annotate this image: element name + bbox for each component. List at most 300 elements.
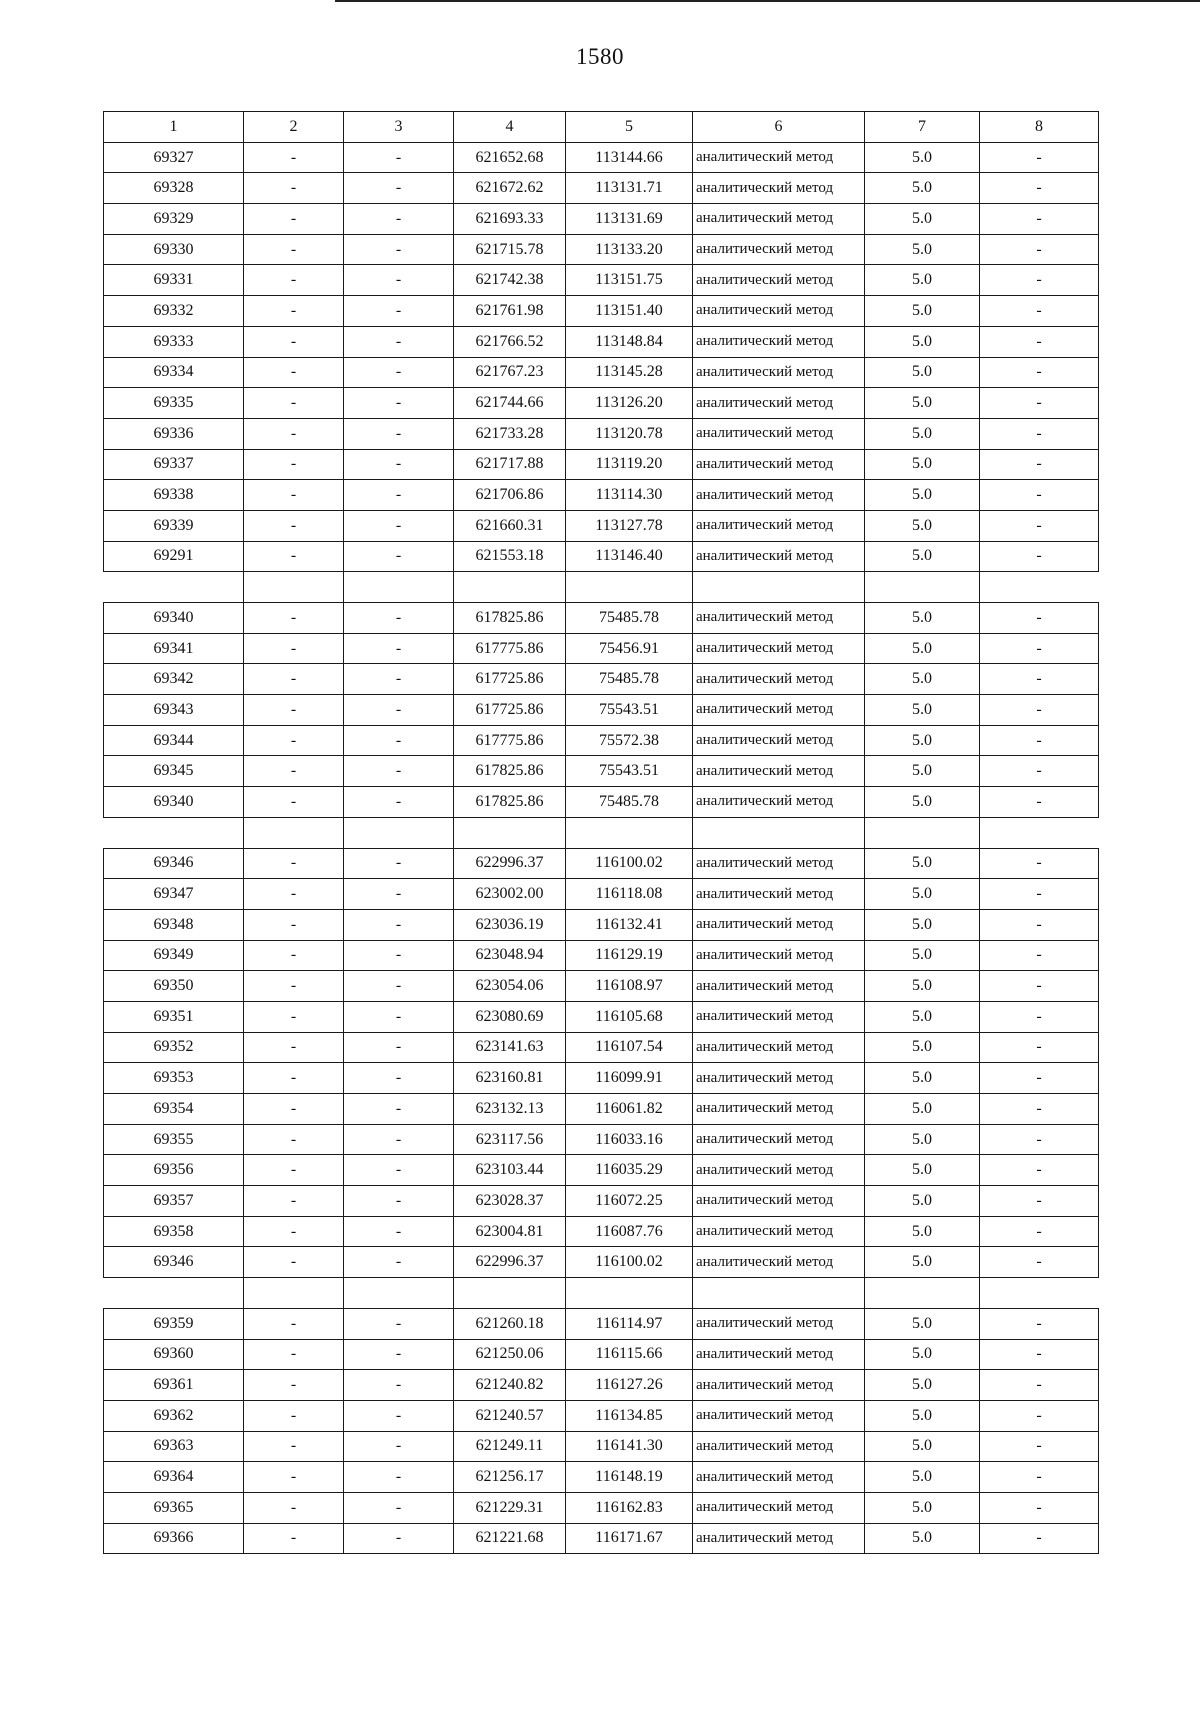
table-cell-col-6: аналитический метод <box>693 1186 865 1217</box>
table-cell-col-3: - <box>344 357 454 388</box>
table-cell-col-8: - <box>980 204 1099 235</box>
table-cell-col-1: 69362 <box>104 1400 244 1431</box>
table-cell-col-3: - <box>344 1308 454 1339</box>
table-cell-col-3: - <box>344 664 454 695</box>
table-cell-col-7: 5.0 <box>865 1063 980 1094</box>
table-cell-col-2: - <box>244 326 344 357</box>
table-row <box>104 664 1099 695</box>
table-cell-col-5: 116035.29 <box>566 1155 693 1186</box>
separator-cell <box>344 572 454 603</box>
table-cell-col-4: 621660.31 <box>454 510 566 541</box>
table-cell-col-6: аналитический метод <box>693 940 865 971</box>
table-cell-col-2: - <box>244 357 344 388</box>
table-cell-col-6: аналитический метод <box>693 1094 865 1125</box>
table-cell-col-3: - <box>344 1523 454 1554</box>
separator-cell <box>244 572 344 603</box>
table-cell-col-8: - <box>980 510 1099 541</box>
table-cell-col-3: - <box>344 1155 454 1186</box>
table-cell-col-1: 69335 <box>104 388 244 419</box>
table-cell-col-7: 5.0 <box>865 388 980 419</box>
table-cell-col-8: - <box>980 1216 1099 1247</box>
table-cell-col-2: - <box>244 234 344 265</box>
top-rule <box>335 0 1200 2</box>
table-cell-col-8: - <box>980 695 1099 726</box>
table-cell-col-4: 621672.62 <box>454 173 566 204</box>
table-cell-col-7: 5.0 <box>865 1247 980 1278</box>
table-cell-col-1: 69330 <box>104 234 244 265</box>
table-cell-col-5: 113151.75 <box>566 265 693 296</box>
table-cell-col-6: аналитический метод <box>693 1462 865 1493</box>
table-cell-col-6: аналитический метод <box>693 510 865 541</box>
table-cell-col-2: - <box>244 1523 344 1554</box>
table-cell-col-5: 75456.91 <box>566 633 693 664</box>
coordinates-table <box>103 111 1099 1554</box>
table-cell-col-3: - <box>344 234 454 265</box>
separator-cell <box>865 817 980 848</box>
table-cell-col-2: - <box>244 787 344 818</box>
table-cell-col-7: 5.0 <box>865 326 980 357</box>
table-cell-col-8: - <box>980 1370 1099 1401</box>
group-separator-row <box>104 817 1099 848</box>
table-cell-col-2: - <box>244 1431 344 1462</box>
table-cell-col-1: 69343 <box>104 695 244 726</box>
table-cell-col-1: 69346 <box>104 848 244 879</box>
table-cell-col-3: - <box>344 1186 454 1217</box>
table-cell-col-1: 69342 <box>104 664 244 695</box>
table-cell-col-3: - <box>344 1462 454 1493</box>
table-cell-col-5: 113131.71 <box>566 173 693 204</box>
group-separator-row <box>104 1278 1099 1309</box>
table-cell-col-5: 116072.25 <box>566 1186 693 1217</box>
table-cell-col-1: 69361 <box>104 1370 244 1401</box>
table-cell-col-2: - <box>244 664 344 695</box>
separator-cell <box>980 817 1099 848</box>
table-cell-col-8: - <box>980 1063 1099 1094</box>
table-cell-col-1: 69344 <box>104 725 244 756</box>
table-cell-col-4: 621717.88 <box>454 449 566 480</box>
table-cell-col-8: - <box>980 1032 1099 1063</box>
table-cell-col-5: 75543.51 <box>566 756 693 787</box>
table-cell-col-3: - <box>344 909 454 940</box>
table-cell-col-8: - <box>980 633 1099 664</box>
table-cell-col-2: - <box>244 909 344 940</box>
header-row <box>104 112 1099 143</box>
table-cell-col-7: 5.0 <box>865 909 980 940</box>
table-cell-col-8: - <box>980 1186 1099 1217</box>
table-cell-col-4: 617725.86 <box>454 695 566 726</box>
table-row <box>104 388 1099 419</box>
table-cell-col-6: аналитический метод <box>693 1155 865 1186</box>
table-cell-col-1: 69353 <box>104 1063 244 1094</box>
table-cell-col-2: - <box>244 848 344 879</box>
table-cell-col-1: 69349 <box>104 940 244 971</box>
separator-cell <box>865 1278 980 1309</box>
table-cell-col-2: - <box>244 725 344 756</box>
separator-cell <box>566 1278 693 1309</box>
table-cell-col-5: 116114.97 <box>566 1308 693 1339</box>
table-cell-col-4: 623004.81 <box>454 1216 566 1247</box>
table-cell-col-6: аналитический метод <box>693 633 865 664</box>
table-cell-col-8: - <box>980 1523 1099 1554</box>
table-cell-col-4: 621715.78 <box>454 234 566 265</box>
table-cell-col-2: - <box>244 1124 344 1155</box>
table-cell-col-4: 621733.28 <box>454 418 566 449</box>
table-cell-col-4: 621256.17 <box>454 1462 566 1493</box>
table-cell-col-3: - <box>344 541 454 572</box>
table-cell-col-3: - <box>344 695 454 726</box>
table-cell-col-8: - <box>980 541 1099 572</box>
table-row <box>104 633 1099 664</box>
table-cell-col-7: 5.0 <box>865 633 980 664</box>
table-cell-col-7: 5.0 <box>865 204 980 235</box>
table-cell-col-6: аналитический метод <box>693 1492 865 1523</box>
table-cell-col-4: 617825.86 <box>454 787 566 818</box>
table-cell-col-3: - <box>344 1216 454 1247</box>
table-cell-col-7: 5.0 <box>865 664 980 695</box>
table-cell-col-1: 69333 <box>104 326 244 357</box>
table-cell-col-8: - <box>980 940 1099 971</box>
table-cell-col-4: 621761.98 <box>454 296 566 327</box>
table-cell-col-2: - <box>244 756 344 787</box>
table-cell-col-6: аналитический метод <box>693 418 865 449</box>
page-number: 1580 <box>576 44 624 69</box>
table-cell-col-5: 113126.20 <box>566 388 693 419</box>
table-cell-col-2: - <box>244 480 344 511</box>
table-cell-col-1: 69345 <box>104 756 244 787</box>
table-cell-col-3: - <box>344 1370 454 1401</box>
separator-cell <box>980 1278 1099 1309</box>
table-row <box>104 1492 1099 1523</box>
table-cell-col-6: аналитический метод <box>693 541 865 572</box>
table-cell-col-6: аналитический метод <box>693 695 865 726</box>
table-cell-col-6: аналитический метод <box>693 388 865 419</box>
table-cell-col-2: - <box>244 603 344 634</box>
table-cell-col-4: 621553.18 <box>454 541 566 572</box>
separator-cell <box>344 817 454 848</box>
table-cell-col-4: 621250.06 <box>454 1339 566 1370</box>
separator-cell <box>865 572 980 603</box>
table-row <box>104 204 1099 235</box>
table-cell-col-4: 621260.18 <box>454 1308 566 1339</box>
table-cell-col-1: 69358 <box>104 1216 244 1247</box>
table-cell-col-4: 621706.86 <box>454 480 566 511</box>
table-cell-col-5: 75485.78 <box>566 603 693 634</box>
separator-cell <box>454 572 566 603</box>
table-row <box>104 1216 1099 1247</box>
table-cell-col-3: - <box>344 510 454 541</box>
table-cell-col-4: 621229.31 <box>454 1492 566 1523</box>
table-row <box>104 971 1099 1002</box>
header-cell: 5 <box>566 112 693 143</box>
header-cell: 2 <box>244 112 344 143</box>
table-cell-col-1: 69350 <box>104 971 244 1002</box>
table-cell-col-7: 5.0 <box>865 1001 980 1032</box>
table-cell-col-1: 69327 <box>104 142 244 173</box>
table-cell-col-7: 5.0 <box>865 234 980 265</box>
table-row <box>104 1063 1099 1094</box>
table-cell-col-6: аналитический метод <box>693 664 865 695</box>
table-cell-col-1: 69337 <box>104 449 244 480</box>
table-cell-col-8: - <box>980 1155 1099 1186</box>
table-cell-col-3: - <box>344 1124 454 1155</box>
table-cell-col-4: 623103.44 <box>454 1155 566 1186</box>
table-row <box>104 909 1099 940</box>
table-cell-col-7: 5.0 <box>865 940 980 971</box>
table-cell-col-3: - <box>344 418 454 449</box>
table-cell-col-3: - <box>344 633 454 664</box>
header-cell: 4 <box>454 112 566 143</box>
table-row <box>104 1462 1099 1493</box>
table-row <box>104 1339 1099 1370</box>
table-cell-col-4: 621240.82 <box>454 1370 566 1401</box>
table-cell-col-8: - <box>980 1492 1099 1523</box>
table-cell-col-8: - <box>980 1431 1099 1462</box>
table-cell-col-4: 621744.66 <box>454 388 566 419</box>
table-cell-col-4: 623160.81 <box>454 1063 566 1094</box>
table-cell-col-1: 69329 <box>104 204 244 235</box>
table-cell-col-7: 5.0 <box>865 1032 980 1063</box>
table-cell-col-7: 5.0 <box>865 1308 980 1339</box>
table-cell-col-5: 113151.40 <box>566 296 693 327</box>
table-cell-col-8: - <box>980 173 1099 204</box>
table-cell-col-1: 69332 <box>104 296 244 327</box>
table-cell-col-3: - <box>344 787 454 818</box>
table-cell-col-6: аналитический метод <box>693 234 865 265</box>
table-row <box>104 418 1099 449</box>
table-cell-col-8: - <box>980 1308 1099 1339</box>
table-cell-col-2: - <box>244 1063 344 1094</box>
table-cell-col-5: 116129.19 <box>566 940 693 971</box>
header-cell: 6 <box>693 112 865 143</box>
separator-cell <box>454 817 566 848</box>
table-cell-col-3: - <box>344 879 454 910</box>
table-cell-col-5: 113127.78 <box>566 510 693 541</box>
table-cell-col-5: 116033.16 <box>566 1124 693 1155</box>
table-cell-col-1: 69348 <box>104 909 244 940</box>
table-cell-col-4: 622996.37 <box>454 1247 566 1278</box>
table-cell-col-8: - <box>980 1247 1099 1278</box>
header-cell: 3 <box>344 112 454 143</box>
table-cell-col-4: 621240.57 <box>454 1400 566 1431</box>
coordinates-table-container <box>103 111 1098 1554</box>
table-cell-col-5: 75543.51 <box>566 695 693 726</box>
separator-cell <box>104 1278 244 1309</box>
separator-cell <box>244 1278 344 1309</box>
table-cell-col-5: 113133.20 <box>566 234 693 265</box>
table-cell-col-4: 623002.00 <box>454 879 566 910</box>
table-cell-col-1: 69363 <box>104 1431 244 1462</box>
separator-cell <box>693 817 865 848</box>
table-row <box>104 1186 1099 1217</box>
table-cell-col-1: 69328 <box>104 173 244 204</box>
table-cell-col-3: - <box>344 142 454 173</box>
separator-cell <box>566 572 693 603</box>
table-cell-col-7: 5.0 <box>865 1523 980 1554</box>
table-cell-col-5: 116141.30 <box>566 1431 693 1462</box>
table-cell-col-7: 5.0 <box>865 357 980 388</box>
table-cell-col-8: - <box>980 142 1099 173</box>
table-cell-col-5: 116148.19 <box>566 1462 693 1493</box>
separator-cell <box>244 817 344 848</box>
table-cell-col-3: - <box>344 1063 454 1094</box>
table-cell-col-3: - <box>344 603 454 634</box>
table-cell-col-3: - <box>344 1339 454 1370</box>
table-cell-col-6: аналитический метод <box>693 1370 865 1401</box>
table-cell-col-7: 5.0 <box>865 510 980 541</box>
separator-cell <box>693 572 865 603</box>
table-cell-col-6: аналитический метод <box>693 1431 865 1462</box>
table-cell-col-2: - <box>244 1032 344 1063</box>
group-separator-row <box>104 572 1099 603</box>
table-cell-col-5: 113144.66 <box>566 142 693 173</box>
table-cell-col-2: - <box>244 510 344 541</box>
table-cell-col-1: 69359 <box>104 1308 244 1339</box>
table-cell-col-2: - <box>244 142 344 173</box>
table-cell-col-1: 69331 <box>104 265 244 296</box>
table-cell-col-6: аналитический метод <box>693 1032 865 1063</box>
table-cell-col-7: 5.0 <box>865 1462 980 1493</box>
table-cell-col-7: 5.0 <box>865 1094 980 1125</box>
table-cell-col-7: 5.0 <box>865 1124 980 1155</box>
table-cell-col-8: - <box>980 879 1099 910</box>
table-cell-col-5: 75485.78 <box>566 787 693 818</box>
table-cell-col-5: 75572.38 <box>566 725 693 756</box>
table-cell-col-8: - <box>980 1462 1099 1493</box>
table-cell-col-2: - <box>244 1339 344 1370</box>
table-cell-col-4: 623141.63 <box>454 1032 566 1063</box>
table-cell-col-1: 69364 <box>104 1462 244 1493</box>
table-row <box>104 1094 1099 1125</box>
table-cell-col-4: 617825.86 <box>454 603 566 634</box>
table-cell-col-2: - <box>244 1370 344 1401</box>
table-cell-col-5: 116162.83 <box>566 1492 693 1523</box>
table-cell-col-7: 5.0 <box>865 1186 980 1217</box>
table-cell-col-4: 623080.69 <box>454 1001 566 1032</box>
table-row <box>104 725 1099 756</box>
table-cell-col-8: - <box>980 418 1099 449</box>
table-cell-col-4: 621766.52 <box>454 326 566 357</box>
table-cell-col-6: аналитический метод <box>693 909 865 940</box>
separator-cell <box>566 817 693 848</box>
table-cell-col-1: 69360 <box>104 1339 244 1370</box>
table-cell-col-5: 116118.08 <box>566 879 693 910</box>
table-row <box>104 695 1099 726</box>
table-cell-col-6: аналитический метод <box>693 1124 865 1155</box>
table-row <box>104 296 1099 327</box>
table-cell-col-6: аналитический метод <box>693 756 865 787</box>
table-row <box>104 480 1099 511</box>
table-row <box>104 173 1099 204</box>
table-cell-col-6: аналитический метод <box>693 603 865 634</box>
table-cell-col-8: - <box>980 725 1099 756</box>
table-cell-col-2: - <box>244 418 344 449</box>
table-cell-col-6: аналитический метод <box>693 848 865 879</box>
table-row <box>104 1155 1099 1186</box>
table-cell-col-4: 617725.86 <box>454 664 566 695</box>
table-cell-col-5: 116100.02 <box>566 1247 693 1278</box>
table-cell-col-7: 5.0 <box>865 725 980 756</box>
table-cell-col-1: 69357 <box>104 1186 244 1217</box>
table-cell-col-8: - <box>980 1400 1099 1431</box>
table-cell-col-7: 5.0 <box>865 756 980 787</box>
table-cell-col-7: 5.0 <box>865 1431 980 1462</box>
table-cell-col-3: - <box>344 1094 454 1125</box>
table-cell-col-7: 5.0 <box>865 787 980 818</box>
table-cell-col-2: - <box>244 1462 344 1493</box>
table-cell-col-6: аналитический метод <box>693 449 865 480</box>
table-row <box>104 879 1099 910</box>
table-cell-col-5: 75485.78 <box>566 664 693 695</box>
table-cell-col-1: 69351 <box>104 1001 244 1032</box>
table-cell-col-7: 5.0 <box>865 695 980 726</box>
table-cell-col-6: аналитический метод <box>693 480 865 511</box>
table-cell-col-8: - <box>980 326 1099 357</box>
table-cell-col-1: 69334 <box>104 357 244 388</box>
table-cell-col-7: 5.0 <box>865 1370 980 1401</box>
table-row <box>104 449 1099 480</box>
table-cell-col-1: 69356 <box>104 1155 244 1186</box>
table-cell-col-5: 116061.82 <box>566 1094 693 1125</box>
table-cell-col-5: 116134.85 <box>566 1400 693 1431</box>
table-cell-col-3: - <box>344 1400 454 1431</box>
table-cell-col-2: - <box>244 1492 344 1523</box>
table-cell-col-3: - <box>344 480 454 511</box>
table-cell-col-7: 5.0 <box>865 1339 980 1370</box>
table-cell-col-1: 69366 <box>104 1523 244 1554</box>
table-row <box>104 940 1099 971</box>
table-row <box>104 603 1099 634</box>
table-row <box>104 541 1099 572</box>
table-cell-col-8: - <box>980 848 1099 879</box>
table-row <box>104 510 1099 541</box>
header-cell: 1 <box>104 112 244 143</box>
table-cell-col-3: - <box>344 940 454 971</box>
table-row <box>104 756 1099 787</box>
table-cell-col-2: - <box>244 1247 344 1278</box>
table-row <box>104 1124 1099 1155</box>
table-cell-col-2: - <box>244 1308 344 1339</box>
table-cell-col-7: 5.0 <box>865 541 980 572</box>
table-cell-col-8: - <box>980 787 1099 818</box>
header-cell: 8 <box>980 112 1099 143</box>
table-cell-col-8: - <box>980 265 1099 296</box>
table-row <box>104 142 1099 173</box>
table-cell-col-7: 5.0 <box>865 265 980 296</box>
table-row <box>104 357 1099 388</box>
table-body <box>104 142 1099 1554</box>
table-row <box>104 1032 1099 1063</box>
separator-cell <box>104 817 244 848</box>
table-cell-col-6: аналитический метод <box>693 1247 865 1278</box>
table-cell-col-2: - <box>244 695 344 726</box>
table-cell-col-4: 623028.37 <box>454 1186 566 1217</box>
table-cell-col-2: - <box>244 296 344 327</box>
table-cell-col-4: 623117.56 <box>454 1124 566 1155</box>
table-cell-col-5: 113114.30 <box>566 480 693 511</box>
table-cell-col-7: 5.0 <box>865 971 980 1002</box>
table-cell-col-6: аналитический метод <box>693 1523 865 1554</box>
table-cell-col-3: - <box>344 296 454 327</box>
table-cell-col-2: - <box>244 1186 344 1217</box>
table-cell-col-4: 617825.86 <box>454 756 566 787</box>
table-cell-col-2: - <box>244 204 344 235</box>
table-row <box>104 1400 1099 1431</box>
table-cell-col-2: - <box>244 940 344 971</box>
table-cell-col-5: 113148.84 <box>566 326 693 357</box>
table-cell-col-8: - <box>980 480 1099 511</box>
table-cell-col-5: 116087.76 <box>566 1216 693 1247</box>
table-cell-col-5: 113120.78 <box>566 418 693 449</box>
